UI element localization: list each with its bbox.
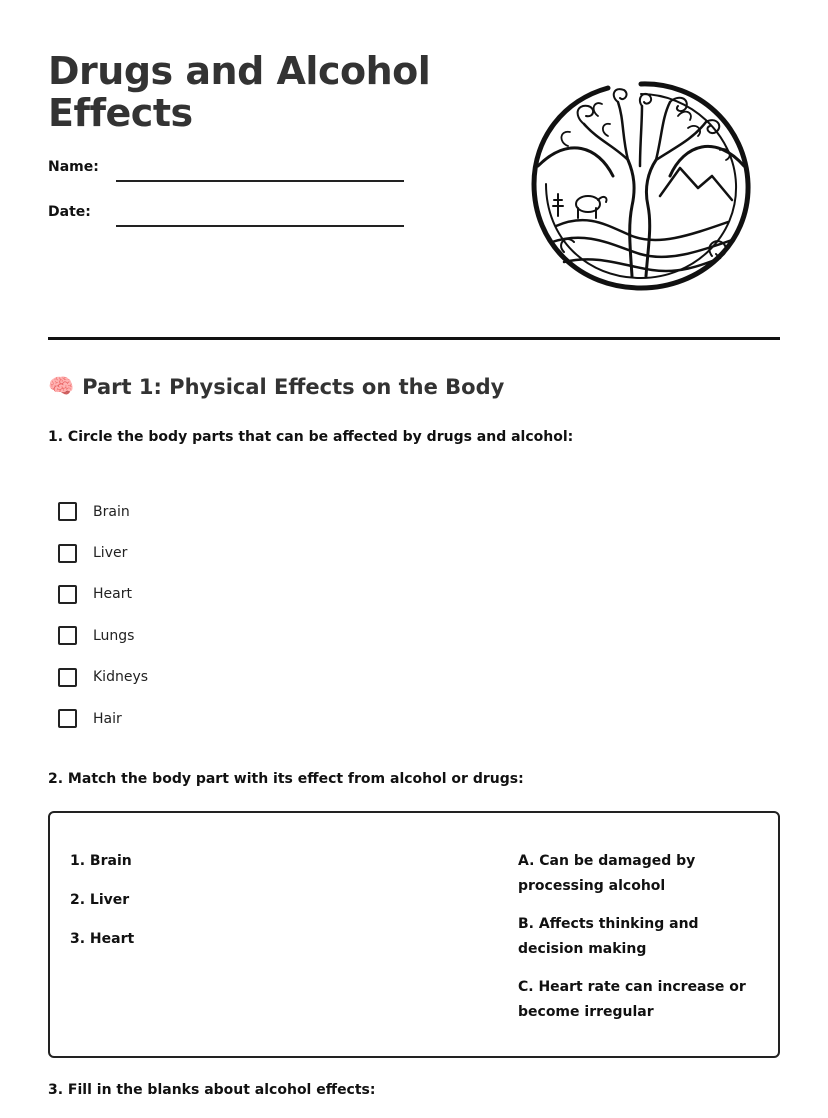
date-field[interactable] (116, 225, 404, 227)
part-1-heading (48, 374, 504, 399)
question-3-prompt: 3. Fill in the blanks about alcohol effects: (48, 1082, 376, 1098)
checklist-item[interactable] (58, 491, 148, 532)
body-part-list (70, 851, 134, 968)
match-body-part: 3. Heart (70, 931, 135, 947)
checkbox[interactable] (58, 544, 77, 563)
checklist-item[interactable] (58, 698, 148, 739)
checkbox[interactable] (58, 668, 77, 687)
match-effect: B. Affects thinking and decision making (518, 916, 699, 957)
title-line-2: Effects (48, 91, 193, 135)
checklist-item[interactable] (58, 574, 148, 615)
name-field[interactable] (116, 180, 404, 182)
checklist-item[interactable] (58, 532, 148, 573)
checklist-label: Brain (93, 503, 130, 520)
match-effect: C. Heart rate can increase or become irregular (518, 979, 746, 1020)
question-2-prompt: 2. Match the body part with its effect from alcohol or drugs: (48, 771, 524, 787)
checkbox[interactable] (58, 502, 77, 521)
checklist-label: Lungs (93, 627, 135, 644)
checklist-label: Hair (93, 710, 122, 727)
body-parts-checklist (58, 491, 148, 739)
match-body-part: 2. Liver (70, 892, 130, 908)
match-body-part: 1. Brain (70, 853, 132, 869)
checklist-label: Heart (93, 586, 132, 603)
date-label: Date: (48, 204, 91, 220)
checklist-item[interactable] (58, 615, 148, 656)
part-1-title: Part 1: Physical Effects on the Body (82, 374, 505, 399)
match-effect: A. Can be damaged by processing alcohol (518, 853, 696, 894)
brain-icon: 🧠 (48, 374, 75, 398)
name-label: Name: (48, 159, 99, 175)
matching-box (48, 811, 780, 1058)
checkbox[interactable] (58, 585, 77, 604)
checkbox[interactable] (58, 709, 77, 728)
section-divider (48, 337, 780, 340)
worksheet-title (48, 50, 430, 134)
checkbox[interactable] (58, 626, 77, 645)
checklist-item[interactable] (58, 657, 148, 698)
question-1-prompt: 1. Circle the body parts that can be affected by drugs and alcohol: (48, 429, 574, 445)
checklist-label: Kidneys (93, 669, 149, 686)
title-line-1: Drugs and Alcohol (48, 49, 431, 93)
effect-list (518, 849, 768, 1038)
tree-of-life-illustration (528, 76, 754, 292)
checklist-label: Liver (93, 545, 128, 562)
